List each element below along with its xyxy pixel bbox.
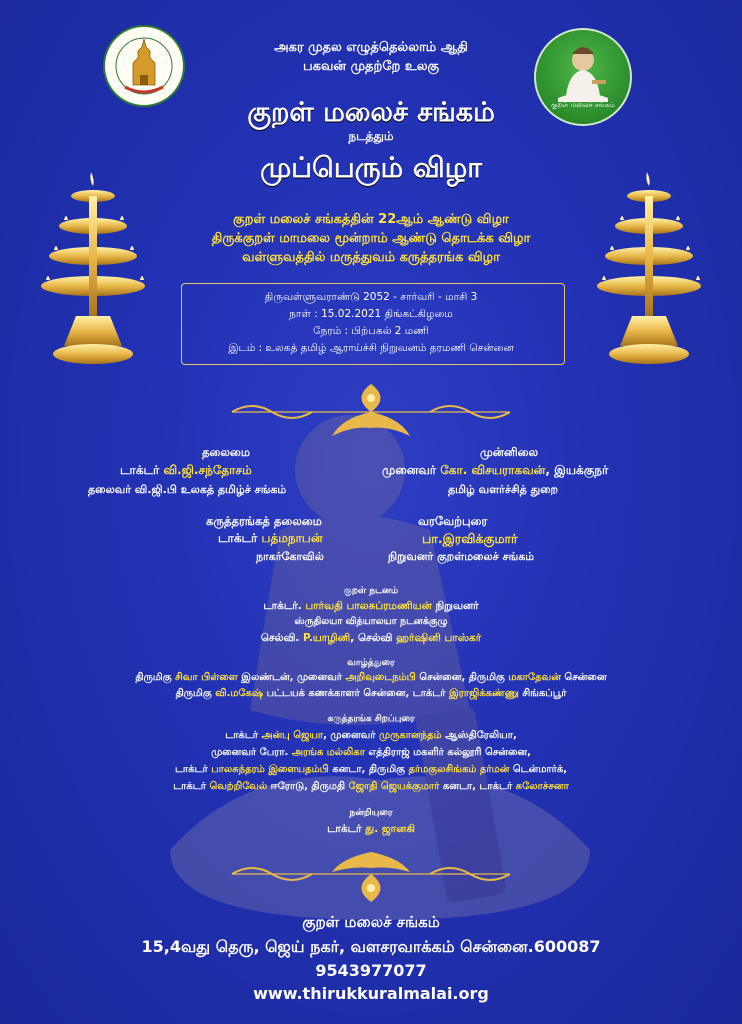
top-ornament-divider: [222, 378, 520, 440]
welcome-role: நிறுவனர் குறள்மலைச் சங்கம்: [388, 550, 535, 563]
st-l4-n1: வெற்றிவேல்: [209, 781, 268, 792]
portrait-caption: குறள் மலைச் சங்கம்: [551, 101, 615, 109]
st-l4-b: ஈரோடு, திருமதி: [270, 781, 346, 792]
seminar-chair-label: கருத்தரங்கத் தலைமை: [206, 514, 322, 528]
welcome-label: வரவேற்புரை: [418, 514, 488, 528]
kural-dance-line-3: [0, 632, 742, 645]
leading-name: கோ. விசயராகவன்: [440, 463, 546, 477]
gr-l1-n1: சிவா பிள்ளை: [175, 672, 238, 683]
seminar-chair-role: நாகர்கோவில்: [256, 550, 324, 563]
gr-l1-n3: மகாதேவன்: [508, 672, 561, 683]
presiding-line: [120, 463, 252, 479]
footer-phone: 9543977077: [315, 961, 427, 980]
greetings-line-2: [0, 688, 742, 700]
footer-address: 15,4வது தெரு, ஜெய் நகர், வளசரவாக்கம் சென்னை.600087: [141, 937, 601, 956]
kd-l3-name1: P.யாழினி: [303, 632, 351, 644]
seminar-talks-label: கருத்தரங்க சிறப்புரை: [327, 714, 415, 724]
seminar-chair-line: [218, 531, 322, 547]
seminar-chair-name: பத்மநாபன்: [261, 531, 323, 545]
event-time: நேரம் : பிற்பகல் 2 மணி: [313, 325, 429, 337]
kd-l3-b: , செல்வி: [350, 632, 393, 644]
st-l3-b: கனடா, திருமிகு: [332, 764, 405, 775]
presiding-name: வி.ஜி.சந்தோசம்: [163, 463, 252, 477]
st-l1-a: டாக்டர்: [225, 730, 258, 741]
gr-l1-d: சென்னை: [564, 672, 607, 683]
couplet-line-2: பகவன் முதற்றே உலகு: [303, 59, 439, 74]
right-oil-lamp-icon: [592, 168, 707, 368]
st-l4-c: கனடா, டாக்டர்: [442, 781, 513, 792]
gr-l2-n1: வி.மகேஷ்: [215, 688, 264, 699]
seminar-talks-line-1: [0, 730, 742, 742]
greetings-label: வாழ்த்துரை: [347, 658, 395, 668]
kd-suffix: நிறுவனர்: [435, 600, 479, 612]
presiding-label: தலைமை: [202, 445, 251, 459]
st-l3-n1: பாலசுந்தரம் இளையதம்பி: [211, 764, 329, 775]
kural-dance-label: குறள் நடனம்: [343, 586, 399, 596]
greetings-line-1: [0, 672, 742, 684]
thanks-label: நன்றியுரை: [349, 808, 393, 818]
st-l1-n2: முருகானந்தம்: [378, 730, 442, 741]
festival-title: முப்பெரும் விழா: [260, 151, 482, 184]
welcome-name: பா.இரவிக்குமார்: [422, 531, 518, 546]
gr-l2-a: திருமிகு: [175, 688, 212, 699]
org-title: குறள் மலைச் சங்கம்: [247, 97, 495, 128]
thanks-name: து. ஜானகி: [365, 823, 415, 835]
st-l4-n2: ஜோதி ஜெயக்குமார்: [348, 781, 440, 792]
event-venue: இடம் : உலகத் தமிழ் ஆராய்ச்சி நிறுவனம் தரமணி சென்னை: [228, 342, 514, 354]
gr-l1-a: திருமிகு: [135, 672, 172, 683]
leading-role: தமிழ் வளர்ச்சித் துறை: [448, 483, 559, 496]
leading-prefix: முனைவர்: [382, 463, 437, 477]
seminar-chair-title: டாக்டர்: [218, 531, 258, 545]
st-l2-n1: அரங்க மல்லிகா: [291, 747, 365, 758]
event-3: வள்ளுவத்தில் மருத்துவம் கருத்தரங்க விழா: [242, 250, 500, 265]
kd-l3-a: செல்வி.: [260, 632, 300, 644]
seminar-talks-line-3: [0, 764, 742, 776]
footer-org: குறள் மலைச் சங்கம்: [302, 913, 440, 931]
tamil-date: திருவள்ளுவராண்டு 2052 - சார்வரி - மாசி 3: [264, 291, 478, 303]
kural-dance-line-1: [0, 600, 742, 613]
st-l4-n3: சுலோச்சனா: [515, 781, 569, 792]
gr-l2-b: பட்டயக் கணக்காளர் சென்னை, டாக்டர்: [266, 688, 446, 699]
seminar-talks-line-2: [0, 747, 742, 759]
leading-suffix: , இயக்குநர்: [545, 463, 609, 477]
presiding-role: தலைவர் வி.ஜி.பி உலகத் தமிழ்ச் சங்கம்: [88, 483, 287, 496]
gr-l1-n2: அறிவுடைநம்பி: [345, 672, 416, 683]
st-l2-a: முனைவர் பேரா.: [211, 747, 289, 758]
presents-text: நடத்தும்: [348, 129, 394, 143]
gr-l2-c: சிங்கப்பூர்: [522, 688, 567, 699]
kural-dance-line-2: ஸ்ருதிலயா வித்யாலயா நடனக்குழு: [294, 616, 448, 627]
gr-l1-b: இலண்டன், முனைவர்: [241, 672, 343, 683]
thanks-title: டாக்டர்: [327, 823, 362, 835]
footer-website-link[interactable]: www.thirukkuralmalai.org: [253, 984, 489, 1003]
st-l3-a: டாக்டர்: [174, 764, 208, 775]
presiding-title: டாக்டர்: [120, 463, 160, 477]
kd-name: பார்வதி பாலசுப்ரமணியன்: [305, 600, 432, 612]
event-1: குறள் மலைச் சங்கத்தின் 22ஆம் ஆண்டு விழா: [233, 212, 509, 227]
kd-prefix: டாக்டர்.: [263, 600, 302, 612]
st-l1-n1: அன்பு ஜெயா: [261, 730, 324, 741]
leading-line: [382, 463, 608, 479]
st-l2-b: எத்திராஜ் மகளிர் கல்லூரி சென்னை,: [368, 747, 531, 758]
leading-label: முன்னிலை: [480, 445, 539, 459]
st-l3-c: டென்மார்க்,: [512, 764, 568, 775]
seminar-talks-line-4: [0, 781, 742, 793]
left-oil-lamp-icon: [36, 168, 151, 368]
st-l4-a: டாக்டர்: [173, 781, 206, 792]
bottom-ornament-divider: [222, 848, 520, 906]
event-2: திருக்குறள் மாமலை மூன்றாம் ஆண்டு தொடக்க விழா: [211, 231, 531, 246]
gr-l2-n2: இராஜிக்கண்ணு: [448, 688, 519, 699]
gr-l1-c: சென்னை, திருமிகு: [419, 672, 505, 683]
st-l3-n2: தர்மகுலசிங்கம் தர்மன்: [408, 764, 510, 775]
thanks-line: [0, 823, 742, 836]
st-l1-c: ஆஸ்திரேலியா,: [445, 730, 517, 741]
event-date: நாள் : 15.02.2021 திங்கட்கிழமை: [289, 308, 453, 320]
st-l1-b: , முனைவர்: [323, 730, 376, 741]
kd-l3-name2: ஹர்ஷினி பாஸ்கர்: [396, 632, 482, 644]
couplet-line-1: அகர முதல எழுத்தெல்லாம் ஆதி: [274, 40, 468, 55]
